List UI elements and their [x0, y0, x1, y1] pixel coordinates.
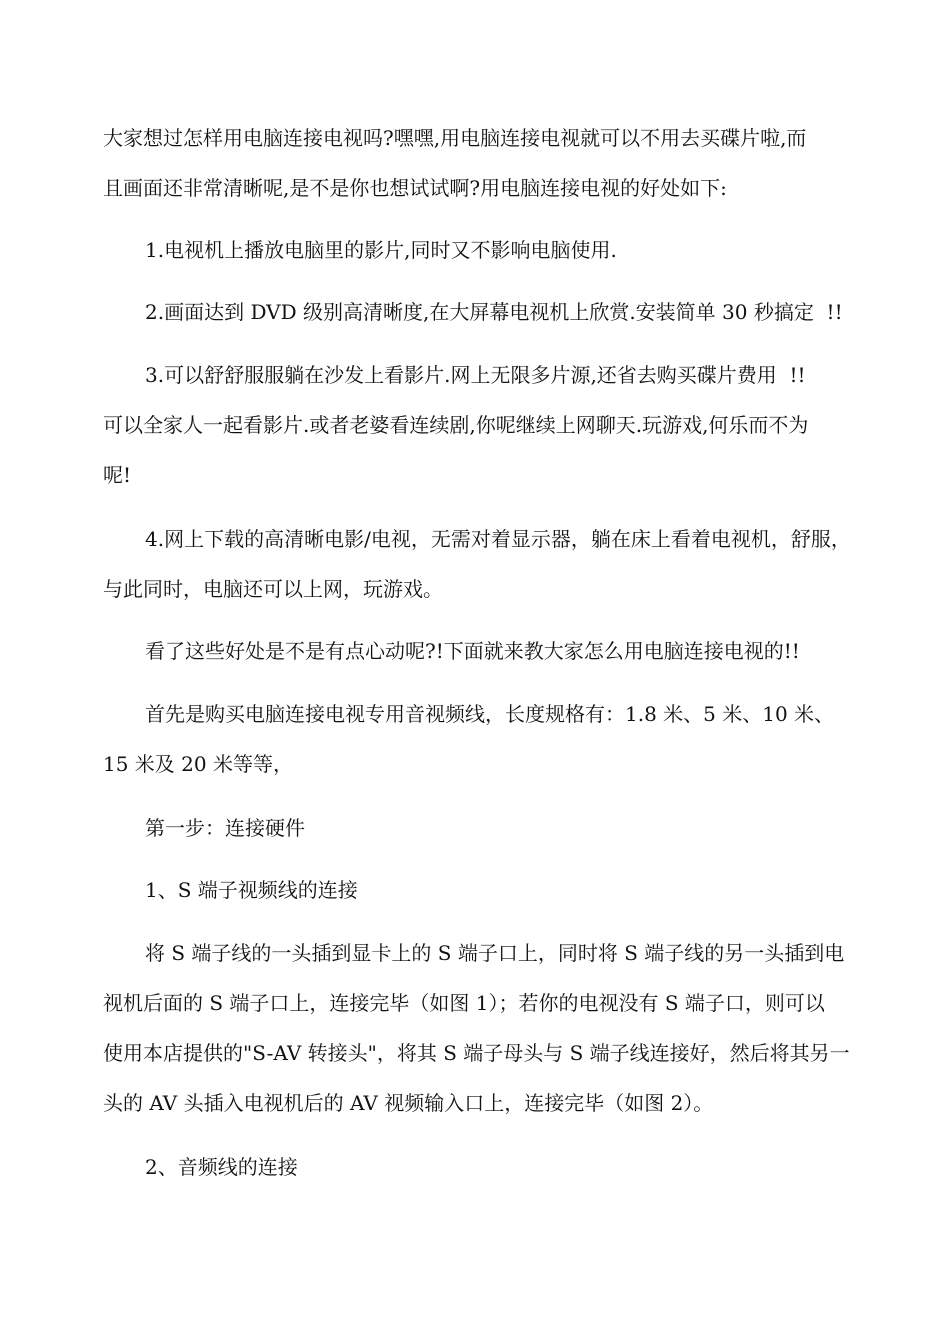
- text-line: 15 米及 20 米等等，: [103, 752, 293, 776]
- text-line: 2.画面达到 DVD 级别高清晰度,在大屏幕电视机上欣赏.安装简单 30 秒搞定 !!: [145, 300, 843, 324]
- text-line: 视机后面的 S 端子口上，连接完毕（如图 1）；若你的电视没有 S 端子口，则可以: [103, 991, 825, 1015]
- text-line: 与此同时，电脑还可以上网，玩游戏。: [103, 577, 443, 601]
- section-heading: 第一步：连接硬件: [145, 816, 305, 840]
- text-line: 看了这些好处是不是有点心动呢?!下面就来教大家怎么用电脑连接电视的!!: [145, 639, 800, 663]
- section-subheading: 1、S 端子视频线的连接: [145, 878, 358, 902]
- section-subheading: 2、音频线的连接: [145, 1155, 298, 1179]
- text-line: 呢!: [103, 463, 132, 487]
- text-line: 3.可以舒舒服服躺在沙发上看影片.网上无限多片源,还省去购买碟片费用 !!: [145, 363, 806, 387]
- text-line: 首先是购买电脑连接电视专用音视频线，长度规格有：1.8 米、5 米、10 米、: [145, 702, 835, 726]
- text-line: 将 S 端子线的一头插到显卡上的 S 端子口上，同时将 S 端子线的另一头插到电: [145, 941, 845, 965]
- text-line: 可以全家人一起看影片.或者老婆看连续剧,你呢继续上网聊天.玩游戏,何乐而不为: [103, 413, 809, 437]
- text-line: 使用本店提供的"S-AV 转接头"，将其 S 端子母头与 S 端子线连接好，然后将其另一: [103, 1041, 850, 1065]
- text-line: 1.电视机上播放电脑里的影片,同时又不影响电脑使用.: [145, 238, 617, 262]
- text-line: 大家想过怎样用电脑连接电视吗?嘿嘿,用电脑连接电视就可以不用去买碟片啦,而: [103, 126, 807, 150]
- text-line: 且画面还非常清晰呢,是不是你也想试试啊?用电脑连接电视的好处如下:: [103, 176, 727, 200]
- text-line: 4.网上下载的高清晰电影/电视，无需对着显示器，躺在床上看着电视机，舒服，: [145, 527, 851, 551]
- text-line: 头的 AV 头插入电视机后的 AV 视频输入口上，连接完毕（如图 2）。: [103, 1091, 714, 1115]
